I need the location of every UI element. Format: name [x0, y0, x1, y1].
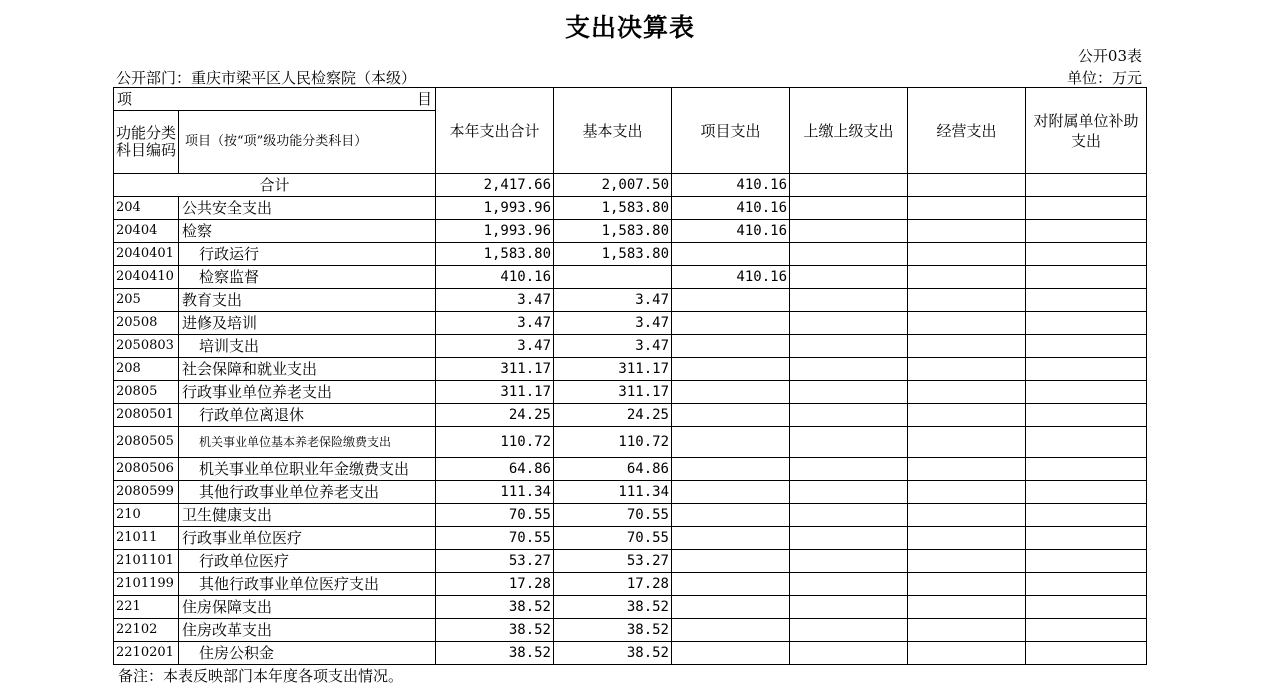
total-cell-total: 2,417.66: [436, 174, 554, 197]
row-upper: [790, 458, 908, 481]
row-total: 110.72: [436, 427, 554, 458]
row-name: 行政单位离退休: [179, 404, 436, 427]
table-row: [114, 573, 1147, 596]
row-basic: 64.86: [554, 458, 672, 481]
row-code: 210: [114, 504, 179, 527]
row-upper: [790, 381, 908, 404]
row-business: [908, 381, 1026, 404]
row-upper: [790, 289, 908, 312]
row-subsidy: [1026, 381, 1147, 404]
row-total: 53.27: [436, 550, 554, 573]
row-business: [908, 220, 1026, 243]
row-business: [908, 358, 1026, 381]
row-basic: 1,583.80: [554, 243, 672, 266]
row-code: 221: [114, 596, 179, 619]
row-basic: 111.34: [554, 481, 672, 504]
row-upper: [790, 573, 908, 596]
row-business: [908, 481, 1026, 504]
table-row: [114, 504, 1147, 527]
row-subsidy: [1026, 458, 1147, 481]
row-name: 检察监督: [179, 266, 436, 289]
row-basic: 3.47: [554, 335, 672, 358]
header-item-cell: [114, 88, 436, 111]
row-name: 住房保障支出: [179, 596, 436, 619]
header-basic: 基本支出: [554, 88, 672, 174]
row-subsidy: [1026, 481, 1147, 504]
row-basic: 311.17: [554, 358, 672, 381]
table-row: [114, 550, 1147, 573]
row-business: [908, 619, 1026, 642]
total-cell-basic: 2,007.50: [554, 174, 672, 197]
row-basic: 53.27: [554, 550, 672, 573]
row-code: 2040401: [114, 243, 179, 266]
row-total: 1,583.80: [436, 243, 554, 266]
header-code: 功能分类科目编码: [114, 111, 179, 174]
row-business: [908, 527, 1026, 550]
row-project: 410.16: [672, 197, 790, 220]
row-total: 1,993.96: [436, 220, 554, 243]
row-basic: [554, 266, 672, 289]
table-row: [114, 335, 1147, 358]
row-business: [908, 266, 1026, 289]
row-name: 公共安全支出: [179, 197, 436, 220]
row-basic: 17.28: [554, 573, 672, 596]
row-subsidy: [1026, 619, 1147, 642]
row-upper: [790, 427, 908, 458]
row-total: 311.17: [436, 358, 554, 381]
row-basic: 1,583.80: [554, 220, 672, 243]
row-name: 行政单位医疗: [179, 550, 436, 573]
row-project: [672, 504, 790, 527]
row-project: [672, 243, 790, 266]
row-subsidy: [1026, 289, 1147, 312]
table-row: [114, 312, 1147, 335]
row-name: 行政运行: [179, 243, 436, 266]
row-subsidy: [1026, 358, 1147, 381]
table-row: [114, 266, 1147, 289]
row-name: 其他行政事业单位医疗支出: [179, 573, 436, 596]
row-upper: [790, 197, 908, 220]
row-project: [672, 481, 790, 504]
row-code: 20805: [114, 381, 179, 404]
header-xiang: 项: [117, 90, 133, 108]
row-project: [672, 427, 790, 458]
row-total: 38.52: [436, 642, 554, 665]
row-project: 410.16: [672, 220, 790, 243]
header-project: 项目支出: [672, 88, 790, 174]
department-label: 公开部门：重庆市梁平区人民检察院（本级）: [116, 69, 417, 87]
row-total: 3.47: [436, 335, 554, 358]
row-total: 64.86: [436, 458, 554, 481]
row-basic: 38.52: [554, 642, 672, 665]
row-upper: [790, 312, 908, 335]
row-basic: 24.25: [554, 404, 672, 427]
row-business: [908, 596, 1026, 619]
total-row: [114, 174, 1147, 197]
table-row: [114, 619, 1147, 642]
row-business: [908, 289, 1026, 312]
footnote: 备注：本表反映部门本年度各项支出情况。: [118, 667, 404, 685]
row-project: [672, 358, 790, 381]
row-basic: 110.72: [554, 427, 672, 458]
row-project: [672, 335, 790, 358]
table-row: [114, 458, 1147, 481]
row-project: [672, 619, 790, 642]
row-total: 410.16: [436, 266, 554, 289]
row-project: [672, 596, 790, 619]
table-header: [114, 88, 1147, 174]
row-subsidy: [1026, 197, 1147, 220]
row-upper: [790, 642, 908, 665]
row-name: 进修及培训: [179, 312, 436, 335]
row-total: 38.52: [436, 596, 554, 619]
row-code: 22102: [114, 619, 179, 642]
header-upper: 上缴上级支出: [790, 88, 908, 174]
header-business: 经营支出: [908, 88, 1026, 174]
table-body: [114, 174, 1147, 665]
table-row: [114, 642, 1147, 665]
row-basic: 311.17: [554, 381, 672, 404]
row-business: [908, 642, 1026, 665]
row-business: [908, 427, 1026, 458]
row-total: 70.55: [436, 527, 554, 550]
table-row: [114, 381, 1147, 404]
row-code: 205: [114, 289, 179, 312]
row-business: [908, 458, 1026, 481]
row-subsidy: [1026, 266, 1147, 289]
total-cell-upper: [790, 174, 908, 197]
row-project: [672, 550, 790, 573]
total-cell-project: 410.16: [672, 174, 790, 197]
row-subsidy: [1026, 527, 1147, 550]
row-project: [672, 527, 790, 550]
row-basic: 70.55: [554, 527, 672, 550]
expenditure-table: [113, 87, 1147, 665]
row-business: [908, 335, 1026, 358]
table-row: [114, 358, 1147, 381]
row-name: 机关事业单位基本养老保险缴费支出: [179, 427, 436, 458]
table-row: [114, 596, 1147, 619]
row-name: 行政事业单位养老支出: [179, 381, 436, 404]
row-code: 2101199: [114, 573, 179, 596]
row-business: [908, 573, 1026, 596]
row-total: 38.52: [436, 619, 554, 642]
row-upper: [790, 335, 908, 358]
row-name: 住房改革支出: [179, 619, 436, 642]
row-code: 2080505: [114, 427, 179, 458]
row-project: [672, 289, 790, 312]
row-upper: [790, 504, 908, 527]
unit-label: 单位：万元: [1066, 69, 1142, 87]
row-name: 机关事业单位职业年金缴费支出: [179, 458, 436, 481]
row-name: 其他行政事业单位养老支出: [179, 481, 436, 504]
total-label: 合计: [114, 174, 436, 197]
row-total: 24.25: [436, 404, 554, 427]
row-name: 社会保障和就业支出: [179, 358, 436, 381]
row-upper: [790, 481, 908, 504]
row-subsidy: [1026, 642, 1147, 665]
table-row: [114, 427, 1147, 458]
header-total: 本年支出合计: [436, 88, 554, 174]
row-subsidy: [1026, 404, 1147, 427]
row-total: 3.47: [436, 289, 554, 312]
row-name: 卫生健康支出: [179, 504, 436, 527]
row-business: [908, 404, 1026, 427]
page-title: 支出决算表: [564, 13, 695, 42]
header-name: 项目（按“项”级功能分类科目）: [179, 111, 436, 174]
row-code: 21011: [114, 527, 179, 550]
row-code: 208: [114, 358, 179, 381]
row-upper: [790, 596, 908, 619]
table-row: [114, 527, 1147, 550]
row-name: 检察: [179, 220, 436, 243]
row-basic: 1,583.80: [554, 197, 672, 220]
table-row: [114, 404, 1147, 427]
total-cell-subsidy: [1026, 174, 1147, 197]
row-subsidy: [1026, 550, 1147, 573]
row-name: 住房公积金: [179, 642, 436, 665]
row-subsidy: [1026, 335, 1147, 358]
row-subsidy: [1026, 504, 1147, 527]
row-project: [672, 573, 790, 596]
row-total: 70.55: [436, 504, 554, 527]
row-basic: 3.47: [554, 312, 672, 335]
table-row: [114, 481, 1147, 504]
row-basic: 38.52: [554, 596, 672, 619]
row-code: 2080501: [114, 404, 179, 427]
row-code: 204: [114, 197, 179, 220]
table-row: [114, 197, 1147, 220]
row-project: [672, 381, 790, 404]
row-code: 2080506: [114, 458, 179, 481]
row-project: [672, 404, 790, 427]
row-total: 3.47: [436, 312, 554, 335]
row-business: [908, 504, 1026, 527]
table-row: [114, 289, 1147, 312]
row-total: 1,993.96: [436, 197, 554, 220]
header-subsidy: 对附属单位补助支出: [1026, 88, 1147, 174]
total-cell-business: [908, 174, 1026, 197]
row-total: 17.28: [436, 573, 554, 596]
row-code: 2040410: [114, 266, 179, 289]
row-name: 培训支出: [179, 335, 436, 358]
row-project: [672, 642, 790, 665]
row-upper: [790, 358, 908, 381]
row-name: 教育支出: [179, 289, 436, 312]
row-project: [672, 458, 790, 481]
row-upper: [790, 220, 908, 243]
row-upper: [790, 550, 908, 573]
row-upper: [790, 266, 908, 289]
row-basic: 3.47: [554, 289, 672, 312]
row-upper: [790, 619, 908, 642]
form-number: 公开03表: [1077, 47, 1142, 65]
row-project: 410.16: [672, 266, 790, 289]
row-upper: [790, 404, 908, 427]
row-total: 311.17: [436, 381, 554, 404]
row-subsidy: [1026, 220, 1147, 243]
row-subsidy: [1026, 427, 1147, 458]
row-upper: [790, 527, 908, 550]
row-subsidy: [1026, 596, 1147, 619]
row-code: 2080599: [114, 481, 179, 504]
row-basic: 70.55: [554, 504, 672, 527]
row-subsidy: [1026, 312, 1147, 335]
row-business: [908, 243, 1026, 266]
row-code: 20508: [114, 312, 179, 335]
row-upper: [790, 243, 908, 266]
row-business: [908, 197, 1026, 220]
table-row: [114, 220, 1147, 243]
row-subsidy: [1026, 573, 1147, 596]
row-code: 2210201: [114, 642, 179, 665]
row-code: 20404: [114, 220, 179, 243]
row-business: [908, 550, 1026, 573]
row-basic: 38.52: [554, 619, 672, 642]
header-mu: 目: [416, 90, 432, 108]
row-total: 111.34: [436, 481, 554, 504]
row-subsidy: [1026, 243, 1147, 266]
row-code: 2101101: [114, 550, 179, 573]
row-name: 行政事业单位医疗: [179, 527, 436, 550]
table-row: [114, 243, 1147, 266]
row-code: 2050803: [114, 335, 179, 358]
row-project: [672, 312, 790, 335]
row-business: [908, 312, 1026, 335]
